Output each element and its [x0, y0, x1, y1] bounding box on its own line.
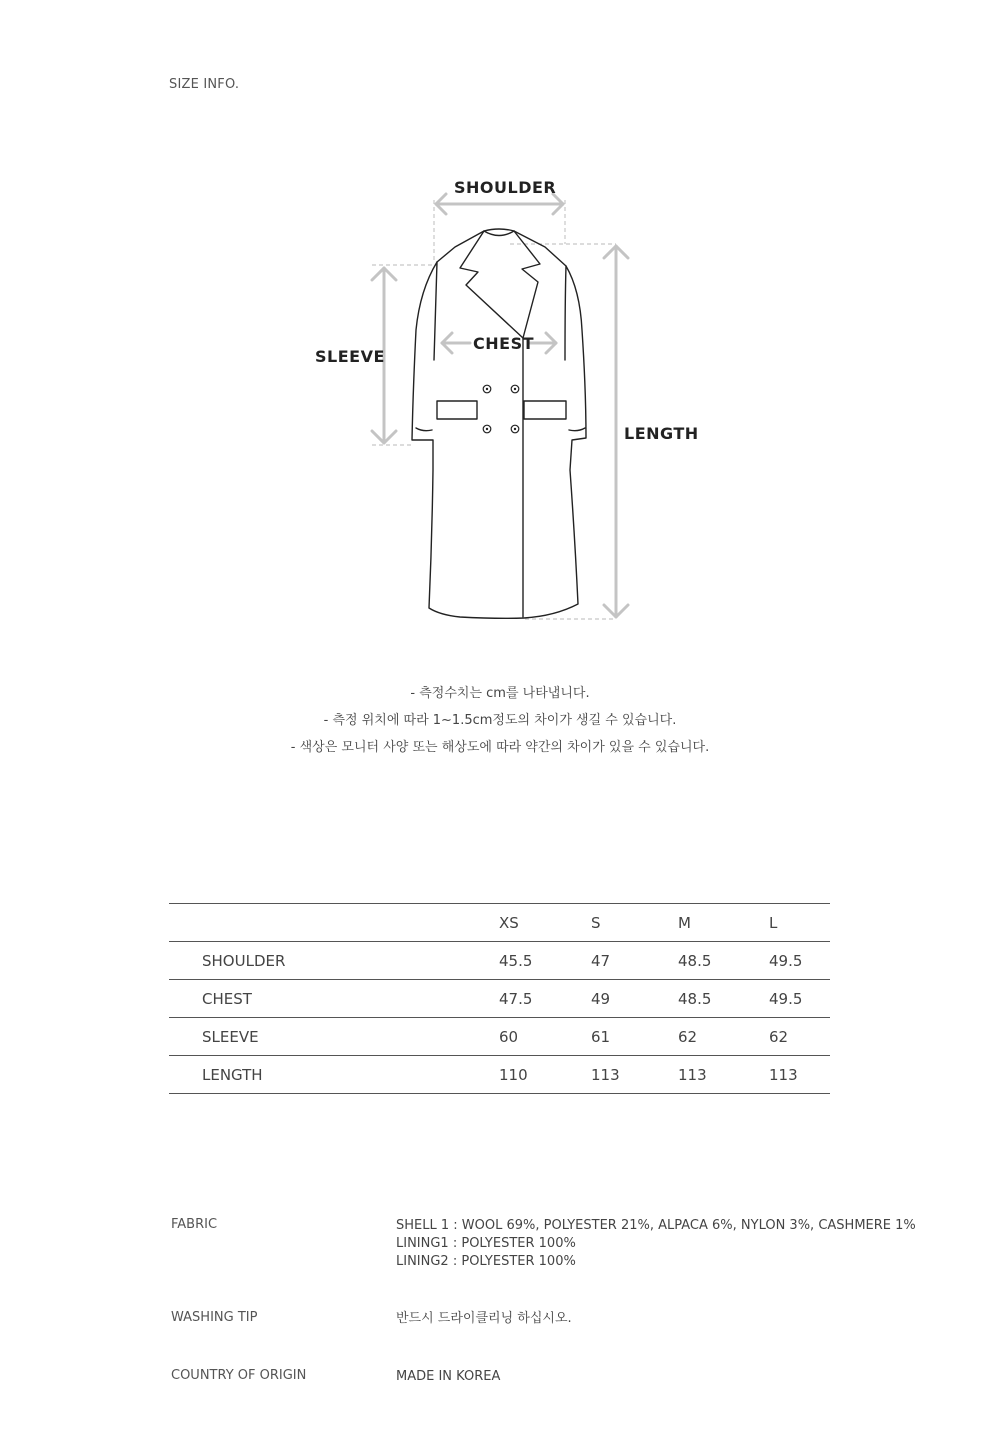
row-label: SLEEVE: [169, 1018, 499, 1056]
origin-value: MADE IN KOREA: [396, 1369, 501, 1384]
row-label: LENGTH: [169, 1056, 499, 1094]
coat-diagram: [0, 0, 1000, 680]
washing-value: 반드시 드라이클리닝 하십시오.: [396, 1311, 572, 1326]
cell-value: 113: [678, 1056, 769, 1094]
origin-label: COUNTRY OF ORIGIN: [171, 1368, 307, 1383]
note-line: - 측정 위치에 따라 1~1.5cm정도의 차이가 생길 수 있습니다.: [323, 713, 677, 728]
measurement-notes: [0, 680, 1000, 761]
row-label: CHEST: [169, 980, 499, 1018]
section-title: SIZE INFO.: [169, 77, 240, 92]
cell-value: 113: [591, 1056, 678, 1094]
cell-value: 48.5: [678, 980, 769, 1018]
table-row: [169, 1056, 830, 1094]
cell-value: 49.5: [769, 942, 830, 980]
table-row: [169, 980, 830, 1018]
note-line: - 측정수치는 cm를 나타냅니다.: [410, 686, 590, 701]
header-s: S: [591, 904, 678, 942]
table-header-row: [169, 904, 830, 942]
shoulder-label: SHOULDER: [454, 178, 557, 197]
cell-value: 48.5: [678, 942, 769, 980]
cell-value: 47: [591, 942, 678, 980]
cell-value: 49.5: [769, 980, 830, 1018]
cell-value: 47.5: [499, 980, 591, 1018]
table-row: [169, 942, 830, 980]
cell-value: 113: [769, 1056, 830, 1094]
fabric-line: SHELL 1 : WOOL 69%, POLYESTER 21%, ALPACA 6%, NYLON 3%, CASHMERE 1%: [396, 1218, 916, 1233]
table-row: [169, 1018, 830, 1056]
size-table: [169, 903, 830, 1094]
cell-value: 110: [499, 1056, 591, 1094]
cell-value: 62: [769, 1018, 830, 1056]
header-blank: [169, 904, 499, 942]
sleeve-label: SLEEVE: [315, 347, 385, 366]
fabric-line: LINING2 : POLYESTER 100%: [396, 1254, 576, 1269]
row-label: SHOULDER: [169, 942, 499, 980]
cell-value: 62: [678, 1018, 769, 1056]
length-label: LENGTH: [624, 424, 699, 443]
cell-value: 49: [591, 980, 678, 1018]
fabric-line: LINING1 : POLYESTER 100%: [396, 1236, 576, 1251]
header-xs: XS: [499, 904, 591, 942]
fabric-label: FABRIC: [171, 1217, 218, 1232]
cell-value: 60: [499, 1018, 591, 1056]
fabric-values: [396, 1217, 916, 1271]
cell-value: 61: [591, 1018, 678, 1056]
header-m: M: [678, 904, 769, 942]
cell-value: 45.5: [499, 942, 591, 980]
washing-label: WASHING TIP: [171, 1310, 258, 1325]
chest-label: CHEST: [473, 334, 534, 353]
note-line: - 색상은 모니터 사양 또는 해상도에 따라 약간의 차이가 있을 수 있습니다.: [290, 740, 710, 755]
header-l: L: [769, 904, 830, 942]
